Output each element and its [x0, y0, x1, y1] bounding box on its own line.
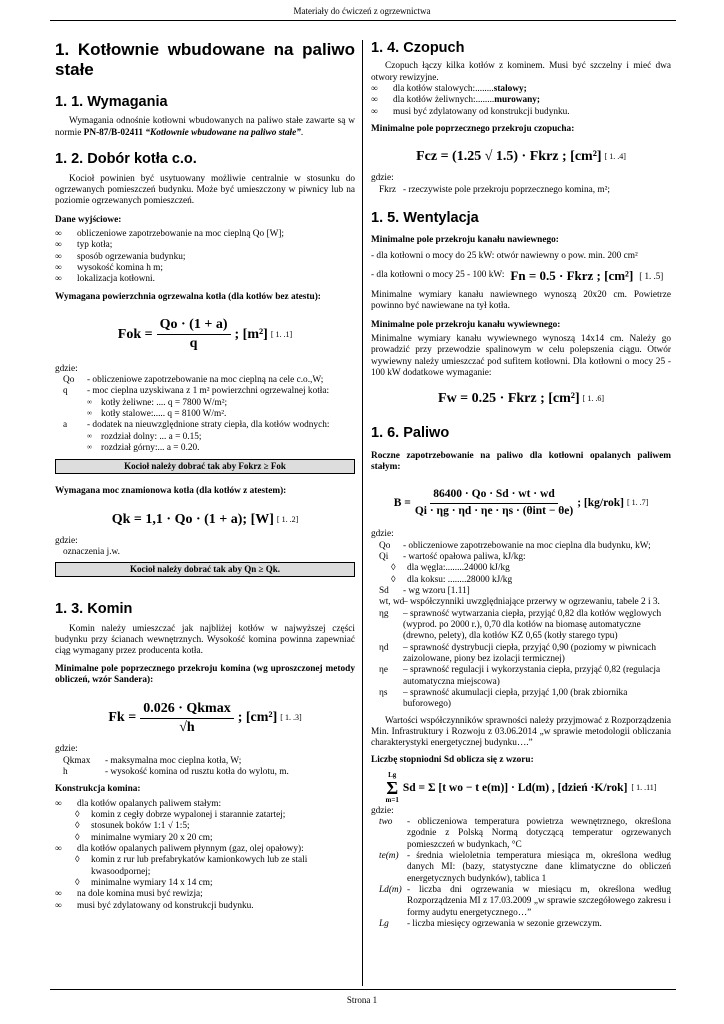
area-label: Wymagana powierzchnia ogrzewalna kotła (dla kotłów bez atestu):	[55, 292, 321, 303]
formula-f-ok	[55, 314, 355, 356]
sd-label: Liczbę stopniodni Sd oblicza się z wzoru:	[371, 754, 534, 765]
left-column	[55, 40, 355, 912]
sum-limits: Lg Σ m=1	[385, 770, 399, 804]
definition: Ld(m) - liczba dni ogrzewania w miesiącu m, określona według Rozporządzenia MI z 17.03.2009 „w sprawie szczegółowego zakresu i formy audytu energetycznego…”	[379, 885, 671, 918]
definition: Fkrz - rzeczywiste pole przekroju poprzecznego komina, m²;	[379, 184, 610, 195]
intake-label: Minimalne pole przekroju kanału nawiewnego:	[371, 235, 559, 246]
list-item: ◊ dla węgla:........24000 kJ/kg	[371, 563, 671, 574]
list-item: ∞ kotły stalowe:..... q = 8100 W/m².	[55, 409, 355, 420]
selection-box-2: Kocioł należy dobrać tak aby Qn ≥ Qk.	[55, 562, 355, 577]
intake-rule-1: - dla kotłowni o mocy do 25 kW: otwór nawiewny o pow. min. 200 cm²	[371, 250, 638, 261]
formula-sd: Lg Σ m=1 Sd = Σ [t wo − t e(m)] · Ld(m) , [dzień ·K/rok] [ 1. .11]	[385, 770, 657, 804]
given-list	[55, 229, 355, 286]
list-item: ∞ dla kotłów żeliwnych:........murowany;	[371, 95, 671, 106]
construction-label: Konstrukcja komina:	[55, 784, 141, 795]
q-values	[55, 398, 355, 421]
same-notation: oznaczenia j.w.	[63, 547, 120, 558]
list-item: ∞ typ kotła;	[55, 240, 355, 251]
definition: Qi - wartość opałowa paliwa, kJ/kg:	[379, 551, 526, 562]
formula-ref: [ 1. .1]	[270, 329, 293, 339]
definition: h - wysokość komina od rusztu kotła do wylotu, m.	[63, 767, 289, 778]
list-item: ∞ lokalizacja kotłowni.	[55, 274, 355, 285]
column-divider	[362, 40, 363, 986]
definition: two - obliczeniowa temperatura powietrza wewnętrznego, określona zgodnie z Polską Normą dotyczącą temperatur ogrzewanych pomieszczeń w budynkach, °C	[379, 817, 671, 850]
list-item: ∞ musi być zdylatowany od konstrukcji budynku.	[55, 901, 355, 912]
where-label: gdzie:	[371, 529, 394, 540]
definition: ηs – sprawność akumulacji ciepła, przyjąć 1,00 (brak zbiornika buforowego)	[379, 687, 628, 710]
list-item: ◊ komin z cegły dobrze wypalonej i starannie zatartej;	[55, 810, 355, 821]
section-heading-1-5: 1. 5. Wentylacja	[371, 210, 479, 227]
definition: Sd - wg wzoru [1.11]	[379, 585, 470, 596]
requirements-text: Wymagania odnośnie kotłowni wbudowanych na paliwo stałe zawarte są w normie PN-87/B-02411 “Kotłownie wbudowane na paliwo stałe”.	[55, 116, 355, 138]
selection-box-1: Kocioł należy dobrać tak aby Fokrz ≥ Fok	[55, 459, 355, 474]
definition: Qo - obliczeniowe zapotrzebowanie na moc cieplna dla budynku, kW;	[379, 540, 651, 551]
exhaust-text: Minimalne wymiary kanału wywiewnego wynoszą 14x14 cm. Należy go prowadzić przy przewodzie spalinowym w celu polepszenia ciągu. Otwór wywiewny należy umieszczać pod sufitem kotłowni. Dla kotłowni o mocy 25 - 100 kW dodatkowe wymaganie:	[371, 333, 671, 378]
definition: ηe – sprawność regulacji i wykorzystania ciepła, przyjąć 0,82 (regulacja automatyczna miejscowa)	[379, 665, 661, 687]
efficiency-note: Wartości współczynników sprawności należy przyjmować z Rozporządzenia Min. Infrastruktury i Rozwoju z 03.06.2014 „w sprawie metodologii obliczania charakterystyki energetycznej budynku….”	[371, 715, 671, 749]
list-item: ◊ dla koksu: ........28000 kJ/kg	[371, 575, 671, 586]
page-header: Materiały do ćwiczeń z ogrzewnictwa	[293, 6, 431, 16]
definition: a - dodatek na nieuwzględnione straty ciepła, dla kotłów wodnych:	[63, 420, 330, 431]
formula-f-k: Fk = $\frac{0.026 \cdot Qkmax}{√h}$ ; [cm²] [ 1. .3]	[108, 700, 302, 735]
definition: ηg – sprawność wytwarzania ciepła, przyjąć 0,82 dla kotłów węglowych (wyprod. po 2000 r.), 0,70 dla kotłów na biomasę automatyczne (drewno, pelety), dla kotłów KZ 0,65 (kotły starego typu)	[379, 608, 662, 642]
flue-intro: Czopuch łączy kilka kotłów z kominem. Musi być szczelny i mieć dwa otwory rewizyjne.	[371, 61, 671, 83]
given-label: Dane wyjściowe:	[55, 214, 122, 225]
list-item: ◊ minimalne wymiary 20 x 20 cm;	[55, 833, 355, 844]
chimney-intro: Komin należy umieszczać jak najbliżej kotłów w najwyższej części budynku przy ścianach wewnętrznych. Wysokość komina powinna zapewniać ciąg wymagany przez producenta kotła.	[55, 623, 355, 657]
list-item: ∞ rozdział dolny: ... a = 0.15;	[55, 432, 355, 443]
definition: ηd – sprawność dystrybucji ciepła, przyjąć 0,90 (poziomy w piwnicach zaizolowane, piony bez izolacji termicznej)	[379, 642, 657, 664]
where-label: gdzie:	[55, 363, 78, 374]
list-item: ∞ na dole komina musi być rewizja;	[55, 889, 355, 900]
list-item: ∞ musi być zdylatowany od konstrukcji budynku.	[371, 107, 671, 118]
construction-list	[55, 799, 355, 810]
formula-f-n: Fn = 0.5 · Fkrz ; [cm²]	[510, 268, 634, 284]
list-item: ∞ obliczeniowe zapotrzebowanie na moc cieplną Qo [W];	[55, 229, 355, 240]
where-label: gdzie:	[371, 805, 394, 816]
power-label: Wymagana moc znamionowa kotła (dla kotłów z atestem):	[55, 486, 287, 497]
qi-values	[371, 563, 671, 586]
list-item: ∞ sposób ogrzewania budynku;	[55, 252, 355, 263]
list-item: ∞ dla kotłów opalanych paliwem stałym:	[55, 799, 355, 810]
flue-min-label: Minimalne pole poprzecznego przekroju czopucha:	[371, 124, 575, 135]
formula-unit: ; [m²]	[234, 326, 268, 342]
exhaust-label: Minimalne pole przekroju kanału wywiewnego:	[371, 319, 561, 330]
a-values	[55, 432, 355, 455]
list-item: ∞ rozdział górny:... a = 0.20.	[55, 443, 355, 454]
header-rule	[50, 20, 676, 21]
list-item: ∞ kotły żeliwne: .... q = 7800 W/m²;	[55, 398, 355, 409]
section-heading-1-2: 1. 2. Dobór kotła c.o.	[55, 151, 197, 168]
right-column	[371, 40, 671, 930]
section-heading-1-4: 1. 4. Czopuch	[371, 40, 465, 56]
chapter-title: 1. Kotłownie wbudowane na paliwo stałe	[55, 40, 355, 80]
formula-lhs: Fok =	[117, 326, 153, 342]
definition: te(m) - średnia wieloletnia temperatura miesiąca m, określona według danych MI: (bazy, statystyczne dane klimatyczne do obliczeń energetycznych budynków), tablica 1	[379, 851, 671, 884]
where-label: gdzie:	[371, 173, 394, 184]
construction-list	[55, 889, 355, 912]
formula-denominator: q	[189, 336, 198, 352]
list-item: ∞ dla kotłów stalowych:........stalowy;	[371, 84, 671, 95]
definition: Qo - obliczeniowe zapotrzebowanie na moc cieplną na cele c.o.,W;	[63, 375, 324, 386]
formula-f-w: Fw = 0.25 · Fkrz ; [cm²] [ 1. .6]	[438, 391, 604, 407]
formula-b: B = $\frac{86400 \cdot Qo \cdot Sd \cdot wt \cdot wd}{\text{Qi · ηg · ηd · ηe · ηs · (θint − θe)}}$ ; [kg/rok] [ 1. .7]	[393, 488, 649, 517]
where-label: gdzie:	[55, 535, 78, 546]
page-number: Strona 1	[346, 995, 378, 1005]
boiler-intro: Kocioł powinien być usytuowany możliwie centralnie w stosunku do ogrzewanych pomieszczeń budynku. Może być umieszczony w piwnicy lub na poziomie ogrzewanych pomieszczeń.	[55, 173, 355, 207]
list-item: ◊ stosunek boków 1:1 √ 1:5;	[55, 821, 355, 832]
definition: q - moc cieplna uzyskiwana z 1 m² powierzchni ogrzewalnej kotła:	[63, 386, 330, 397]
chimney-min-label: Minimalne pole poprzecznego przekroju komina (wg uproszczonej metody obliczeń, wzór Sandera):	[55, 663, 355, 686]
section-heading-1-1: 1. 1. Wymagania	[55, 94, 168, 111]
fuel-label: Roczne zapotrzebowanie na paliwo dla kotłowni opalanych paliwem stałym:	[371, 450, 671, 472]
intake-rule-2: - dla kotłowni o mocy 25 - 100 kW: Fn = 0.5 · Fkrz ; [cm²] [ 1. .5]	[371, 268, 664, 284]
footer-rule	[50, 989, 676, 990]
section-heading-1-3: 1. 3. Komin	[55, 601, 133, 618]
definition: Lg - liczba miesięcy ogrzewania w sezonie grzewczym.	[379, 919, 602, 930]
construction-list	[55, 844, 355, 855]
formula-q-k: Qk = 1,1 · Qo · (1 + a); [W] [ 1. .2]	[111, 511, 299, 527]
section-heading-1-6: 1. 6. Paliwo	[371, 425, 450, 442]
liquid-fuel-list	[55, 855, 355, 889]
where-label: gdzie:	[55, 744, 78, 755]
solid-fuel-list	[55, 810, 355, 844]
definition: wt, wd – współczynniki uwzględniające przerwy w ogrzewaniu, tabele 2 i 3.	[379, 597, 660, 608]
formula-f-cz: Fcz = (1.25 √ 1.5) · Fkrz ; [cm²] [ 1. .4]	[416, 149, 626, 165]
list-item: ∞ dla kotłów opalanych paliwem płynnym (gaz, olej opałowy):	[55, 844, 355, 855]
list-item: ∞ wysokość komina h m;	[55, 263, 355, 274]
formula-numerator: Qo · (1 + a)	[157, 318, 231, 335]
flue-list	[371, 84, 671, 118]
intake-text: Minimalne wymiary kanału nawiewnego wynoszą 20x20 cm. Powietrze powinno być nawiewane na tył kotła.	[371, 289, 671, 312]
list-item: ◊ minimalne wymiary 14 x 14 cm;	[55, 878, 355, 889]
list-item: ◊ komin z rur lub prefabrykatów kamionkowych lub ze stali kwasoodpornej;	[55, 855, 355, 878]
definition: Qkmax - maksymalna moc cieplna kotła, W;	[63, 755, 242, 766]
